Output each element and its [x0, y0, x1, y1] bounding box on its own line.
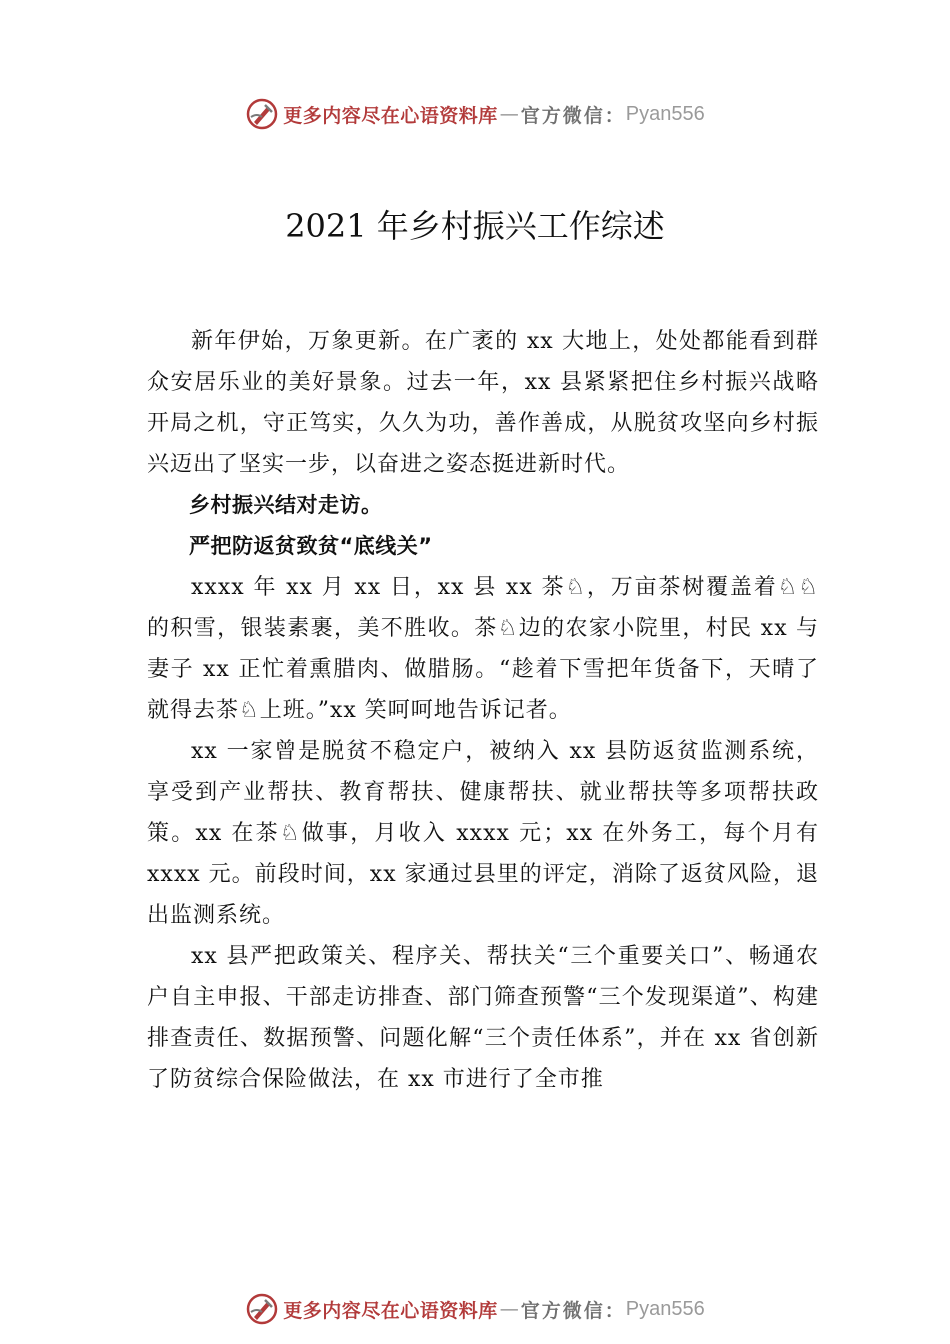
wechat-label: 官方微信： [520, 104, 626, 127]
document-title: 2021 年乡村振兴工作综述 [285, 207, 665, 245]
body-paragraph: xxxx 年 xx 月 xx 日，xx 县 xx 茶♘，万亩茶树覆盖着♘♘的积雪，银装素裹，美不胜收。茶♘边的农家小院里，村民 xx 与妻子 xx 正忙着熏腊肉、做腊肠。“趁着下雪把年货备下，天晴了就得去茶♘上班。”xx 笑呵呵地告诉记者。 [147, 575, 819, 723]
intro-paragraph: 新年伊始，万象更新。在广袤的 xx 大地上，处处都能看到群众安居乐业的美好景象。过去一年，xx 县紧紧把住乡村振兴战略开局之机，守正笃实，久久为功，善作善成，从脱贫攻坚向乡村振兴迈出了坚实一步，以奋进之姿态挺进新时代。 [147, 329, 819, 477]
header-banner [0, 94, 950, 134]
section-heading: 乡村振兴结对走访。 [189, 493, 383, 517]
pen-logo-icon [245, 97, 279, 131]
footer-banner [0, 1289, 950, 1329]
promo-text: 更多内容尽在心语资料库 [283, 104, 498, 127]
body-paragraph: xx 县严把政策关、程序关、帮扶关“三个重要关口”、畅通农户自主申报、干部走访排查、部门筛查预警“三个发现渠道”、构建排查责任、数据预警、问题化解“三个责任体系”，并在 xx 省创新了防贫综合保险做法，在 xx 市进行了全市推 [147, 944, 819, 1092]
wechat-id: Pyan556 [625, 1297, 705, 1320]
pen-logo-icon [245, 1292, 279, 1326]
wechat-label: 官方微信： [520, 1299, 626, 1322]
subsection-heading: 严把防返贫致贫“底线关” [189, 534, 433, 558]
promo-text: 更多内容尽在心语资料库 [283, 1299, 498, 1322]
wechat-id: Pyan556 [625, 102, 705, 125]
banner-dash: — [499, 1298, 519, 1320]
body-paragraph: xx 一家曾是脱贫不稳定户，被纳入 xx 县防返贫监测系统，享受到产业帮扶、教育帮扶、健康帮扶、就业帮扶等多项帮扶政策。xx 在茶♘做事，月收入 xxxx 元；xx 在外务工，每个月有 xxxx 元。前段时间，xx 家通过县里的评定，消除了返贫风险，退出监测系统。 [147, 739, 819, 928]
banner-dash: — [499, 103, 519, 125]
document-body [147, 321, 819, 1100]
